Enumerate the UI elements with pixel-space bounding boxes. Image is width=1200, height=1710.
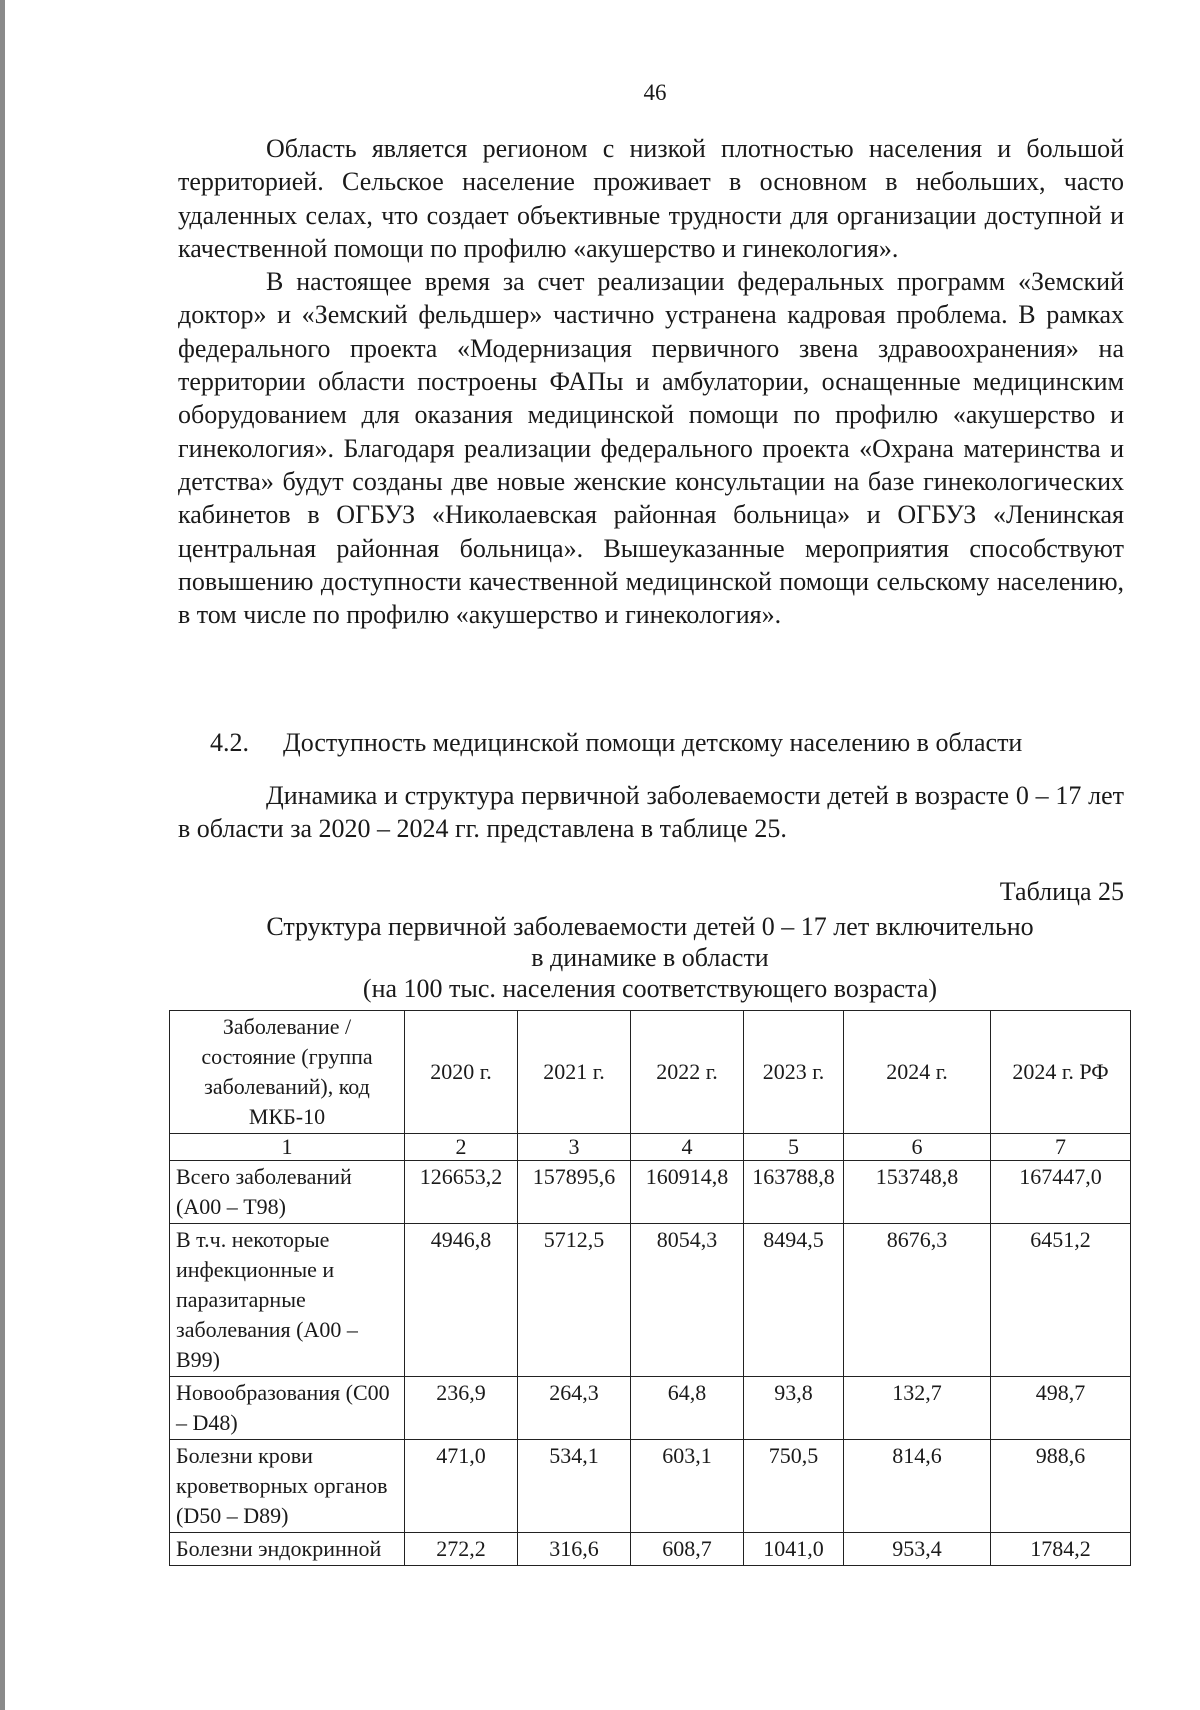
table-header-cell: Заболевание / состояние (группа заболеваний), код МКБ-10 (170, 1011, 405, 1134)
value-cell: 236,9 (405, 1377, 518, 1440)
table-intro (178, 779, 1124, 846)
disease-name: В т.ч. некоторые инфекционные и паразитарные заболевания (А00 – В99) (170, 1224, 405, 1377)
value-cell: 64,8 (631, 1377, 744, 1440)
value-cell: 8676,3 (844, 1224, 991, 1377)
value-cell: 157895,6 (518, 1161, 631, 1224)
value-cell: 988,6 (991, 1440, 1131, 1533)
table-row (170, 1377, 1131, 1440)
value-cell: 750,5 (744, 1440, 844, 1533)
value-cell: 608,7 (631, 1533, 744, 1566)
table-row (170, 1533, 1131, 1566)
value-cell: 272,2 (405, 1533, 518, 1566)
value-cell: 814,6 (844, 1440, 991, 1533)
disease-name: Болезни эндокринной (170, 1533, 405, 1566)
column-number: 1 (170, 1134, 405, 1161)
value-cell: 1041,0 (744, 1533, 844, 1566)
morbidity-table (169, 1010, 1131, 1566)
value-cell: 93,8 (744, 1377, 844, 1440)
value-cell: 163788,8 (744, 1161, 844, 1224)
disease-name: Новообразования (С00 – D48) (170, 1377, 405, 1440)
value-cell: 153748,8 (844, 1161, 991, 1224)
value-cell: 498,7 (991, 1377, 1131, 1440)
paragraph: В настоящее время за счет реализации федеральных программ «Земский доктор» и «Земский фельдшер» частично устранена кадровая проблема. В рамках федерального проекта «Модернизация первичного звена здравоохранения» на территории области построены ФАПы и амбулатории, оснащенные медицинским оборудованием для оказания медицинской помощи по профилю «акушерство и гинекология». Благодаря реализации федерального проекта «Охрана материнства и детства» будут созданы две новые женские консультации на базе гинекологических кабинетов в ОГБУЗ «Николаевская районная больница» и ОГБУЗ «Ленинская центральная районная больница». Вышеуказанные мероприятия способствуют повышению доступности качественной медицинской помощи сельскому населению, в том числе по профилю «акушерство и гинекология». (178, 267, 1124, 630)
value-cell: 6451,2 (991, 1224, 1131, 1377)
paragraph: Динамика и структура первичной заболеваемости детей в возрасте 0 – 17 лет в области за 2020 – 2024 гг. представлена в таблице 25. (178, 781, 1124, 844)
body-text (178, 132, 1124, 631)
table-caption-line: (на 100 тыс. населения соответствующего возраста) (362, 974, 938, 1003)
value-cell: 4946,8 (405, 1224, 518, 1377)
value-cell: 534,1 (518, 1440, 631, 1533)
disease-name: Всего заболеваний (А00 – Т98) (170, 1161, 405, 1224)
table-header-cell: 2020 г. (405, 1011, 518, 1134)
value-cell: 953,4 (844, 1533, 991, 1566)
disease-name: Болезни крови кроветворных органов (D50 – D89) (170, 1440, 405, 1533)
column-number: 2 (405, 1134, 518, 1161)
table-header-cell: 2021 г. (518, 1011, 631, 1134)
column-number-row (170, 1134, 1131, 1161)
value-cell: 126653,2 (405, 1161, 518, 1224)
table-caption-line: Структура первичной заболеваемости детей 0 – 17 лет включительно (266, 912, 1034, 941)
column-number: 5 (744, 1134, 844, 1161)
section-title: Доступность медицинской помощи детскому населению в области (283, 728, 1023, 757)
table-row (170, 1161, 1131, 1224)
section-number: 4.2. (210, 728, 249, 757)
table-row (170, 1224, 1131, 1377)
column-number: 7 (991, 1134, 1131, 1161)
column-number: 3 (518, 1134, 631, 1161)
value-cell: 603,1 (631, 1440, 744, 1533)
value-cell: 160914,8 (631, 1161, 744, 1224)
table-header-cell: 2024 г. (844, 1011, 991, 1134)
value-cell: 5712,5 (518, 1224, 631, 1377)
table-row (170, 1440, 1131, 1533)
table-label: Таблица 25 (999, 877, 1124, 906)
value-cell: 8494,5 (744, 1224, 844, 1377)
value-cell: 8054,3 (631, 1224, 744, 1377)
section-heading (210, 726, 1130, 759)
table-caption-line: в динамике в области (531, 943, 769, 972)
table-header-cell: 2022 г. (631, 1011, 744, 1134)
table-caption (170, 911, 1130, 1004)
column-number: 6 (844, 1134, 991, 1161)
paragraph: Область является регионом с низкой плотностью населения и большой территорией. Сельское население проживает в основном в небольших, часто удаленных селах, что создает объективные трудности для организации доступной и качественной помощи по профилю «акушерство и гинекология». (178, 134, 1124, 263)
value-cell: 316,6 (518, 1533, 631, 1566)
value-cell: 471,0 (405, 1440, 518, 1533)
value-cell: 264,3 (518, 1377, 631, 1440)
value-cell: 167447,0 (991, 1161, 1131, 1224)
value-cell: 1784,2 (991, 1533, 1131, 1566)
table-header-cell: 2023 г. (744, 1011, 844, 1134)
table-header-cell: 2024 г. РФ (991, 1011, 1131, 1134)
page-number: 46 (643, 80, 667, 105)
table-header-row (170, 1011, 1131, 1134)
column-number: 4 (631, 1134, 744, 1161)
value-cell: 132,7 (844, 1377, 991, 1440)
scan-edge (0, 0, 5, 1710)
